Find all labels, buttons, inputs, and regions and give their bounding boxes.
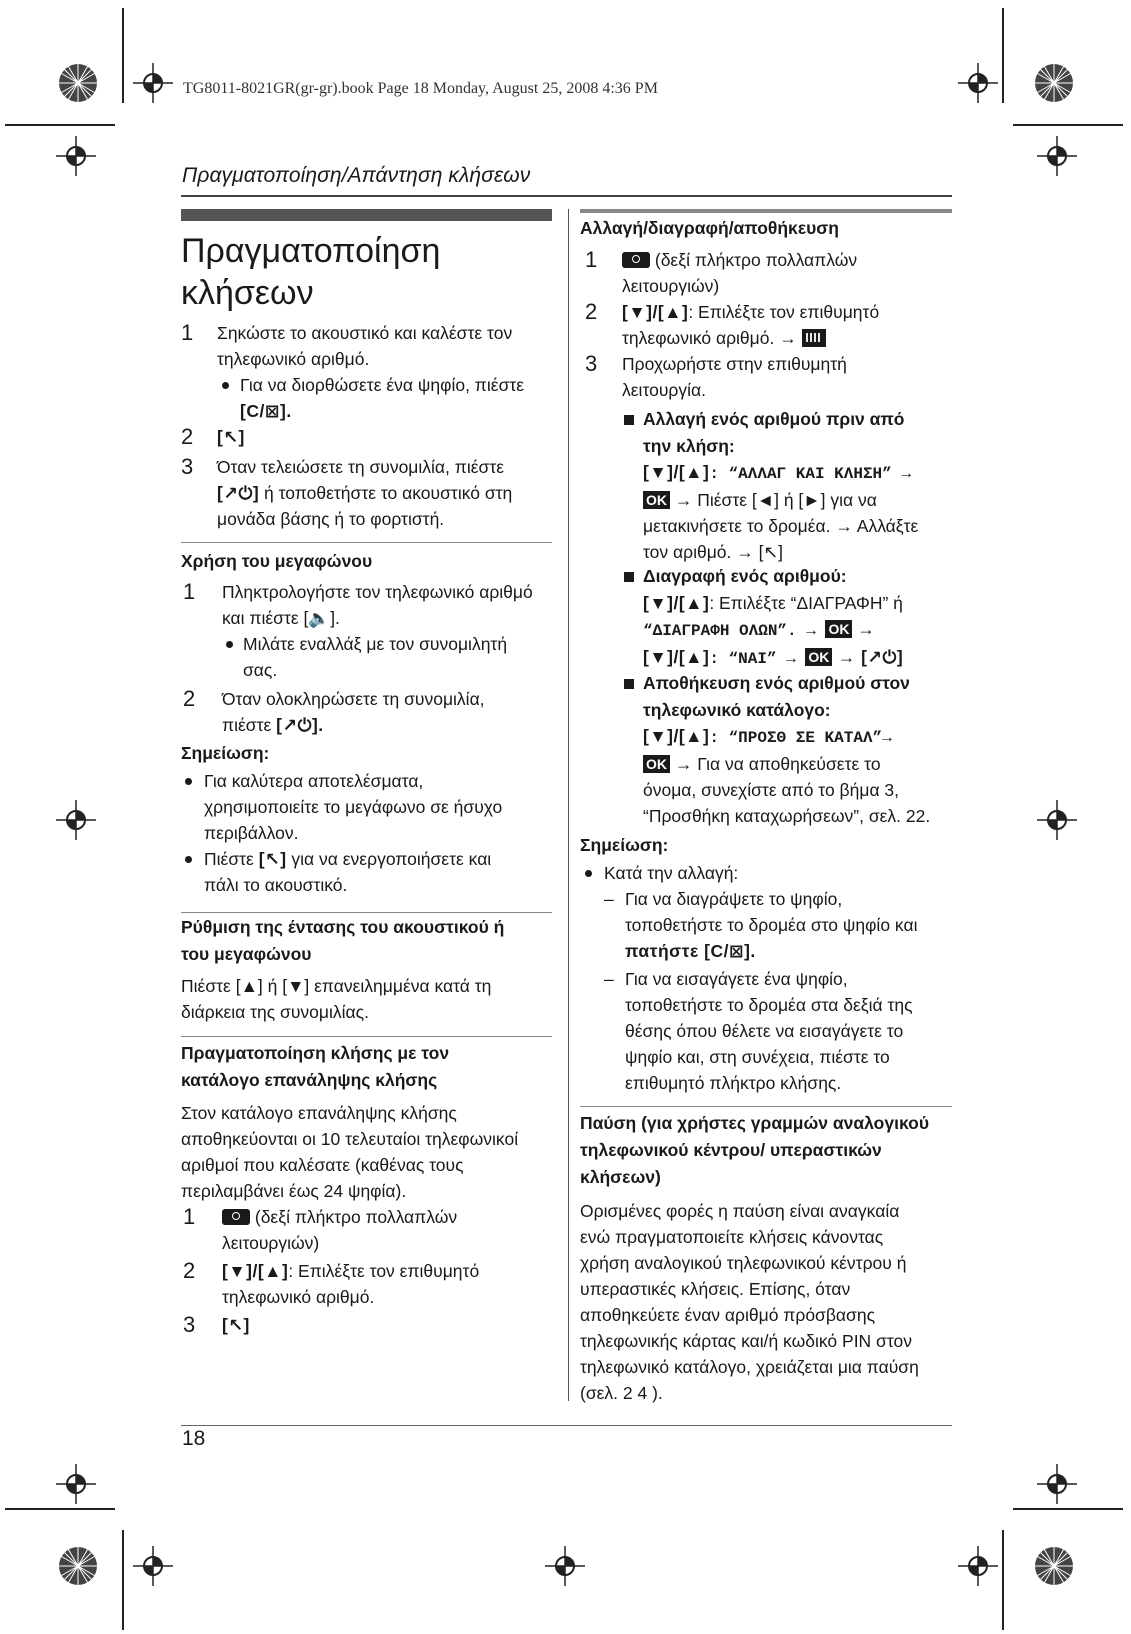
ok-soft-key-icon: OK [643, 755, 670, 773]
step-text: Προχωρήστε στην επιθυμητή λειτουργία. [622, 354, 847, 400]
note-text: Για να διαγράψετε το ψηφίο, τοποθετήστε το δρομέα στο ψηφίο και πατήστε [C/⊠]. [625, 889, 918, 961]
registration-crosshair-icon [1037, 136, 1077, 176]
column-divider [568, 209, 569, 1401]
section-rule [181, 912, 552, 913]
step-number: 1 [585, 247, 598, 272]
note-text: Για να εισαγάγετε ένα ψηφίο, τοποθετήστε το δρομέα στα δεξιά της θέσης όπου θέλετε να εισαγάγετε το ψηφίο και, στη συνέχεια, πιέστε το επιθυμητό πλήκτρο κλήσης. [625, 969, 913, 1093]
registration-crosshair-icon [56, 800, 96, 840]
section-rule [580, 209, 952, 213]
talk-key-icon: [↖] [258, 849, 287, 869]
crop-mark [122, 8, 124, 103]
crop-mark [1013, 1508, 1123, 1510]
step-number: 2 [183, 686, 196, 711]
registration-crosshair-icon [958, 1546, 998, 1586]
ok-soft-key-icon: OK [643, 491, 670, 509]
registration-crosshair-icon [1037, 1464, 1077, 1504]
off-key-icon: [↗⏻] [217, 483, 260, 503]
menu-grid-icon [802, 329, 826, 347]
page-title: Πραγματοποίηση κλήσεων [181, 232, 441, 312]
footer-rule [181, 1425, 952, 1426]
header-rule [181, 195, 952, 197]
step-number: 2 [585, 299, 598, 324]
title-bar [181, 209, 552, 221]
step-text: (δεξί πλήκτρο πολλαπλών λειτουργιών) [222, 1207, 458, 1253]
section-heading: Πραγματοποίηση κλήσης με τον κατάλογο επανάληψης κλήσης [181, 1043, 450, 1090]
registration-crosshair-icon [56, 136, 96, 176]
bullet [222, 382, 229, 389]
square-bullet [624, 415, 634, 425]
bullet [185, 778, 192, 785]
registration-crosshair-icon [545, 1546, 585, 1586]
section-rule [580, 1106, 952, 1107]
step-text: [▼]/[▲]: Επιλέξτε τον επιθυμητό τηλεφωνικό αριθμό. [222, 1261, 480, 1307]
step-text: [▼]/[▲]: Επιλέξτε τον επιθυμητό τηλεφωνικό αριθμό. → [622, 302, 880, 348]
section-rule [181, 1036, 552, 1037]
bullet [585, 870, 592, 877]
talk-key-icon: [↖] [217, 427, 245, 447]
step-number: 1 [183, 1204, 196, 1229]
ok-soft-key-icon: OK [825, 620, 852, 638]
section-heading: Παύση (για χρήστες γραμμών αναλογικού τηλεφωνικού κέντρου/ υπεραστικών κλήσεων) [580, 1113, 930, 1187]
square-bullet [624, 572, 634, 582]
crop-mark [122, 1530, 124, 1630]
note-heading: Σημείωση: [580, 835, 669, 855]
registration-star-icon [1034, 63, 1074, 103]
crop-mark [1002, 8, 1004, 103]
section-heading: Ρύθμιση της έντασης του ακουστικού ή του μεγαφώνου [181, 917, 505, 964]
bullet-text: Μιλάτε εναλλάξ με τον συνομιλητή σας. [243, 634, 508, 680]
step-number: 1 [183, 579, 196, 604]
registration-crosshair-icon [1037, 800, 1077, 840]
step-text: Πληκτρολογήστε τον τηλεφωνικό αριθμό και πιέστε [🔈]. [222, 582, 533, 628]
step-number: 2 [183, 1258, 196, 1283]
step-number: 2 [181, 424, 194, 449]
instruction-text: [▼]/[▲]: Επιλέξτε “ΔΙΑΓΡΑΦΗ” ή “ΔΙΑΓΡΑΦΗ ΟΛΩΝ”. → OK → [▼]/[▲]: “ΝΑΙ” → OK → [↗⏻] [643, 593, 904, 668]
nav-key-icon: [▼]/[▲] [643, 647, 710, 667]
nav-key-icon: [▼]/[▲] [222, 1261, 289, 1281]
step-number: 1 [181, 320, 194, 345]
dash-marker: – [604, 889, 614, 909]
note-text: Κατά την αλλαγή: [604, 863, 739, 883]
step-text: Όταν τελειώσετε τη συνομιλία, πιέστε [↗⏻] ή τοποθετήστε το ακουστικό στη μονάδα βάσης ή το φορτιστή. [217, 457, 513, 529]
nav-key-icon: [▼]/[▲] [622, 302, 689, 322]
note-text: Πιέστε [↖] για να ενεργοποιήσετε και πάλι το ακουστικό. [204, 849, 492, 895]
body-text: Ορισμένες φορές η παύση είναι αναγκαία ενώ πραγματοποιείτε κλήσεις κάνοντας χρήση αναλογικού τηλεφωνικού κέντρου ή υπεραστικές κλήσεις. Επίσης, όταν αποθηκεύετε έναν αριθμό πρόσβασης τηλεφωνικής κάρτας και/ή κωδικό PIN στον τηλεφωνικό κατάλογο, χρειάζεται μια παύση (σελ. 2 4 ). [580, 1201, 919, 1403]
section-heading: Αλλαγή/διαγραφή/αποθήκευση [580, 218, 839, 238]
step-text: Σηκώστε το ακουστικό και καλέστε τον τηλεφωνικό αριθμό. [217, 323, 513, 369]
crop-mark [1013, 124, 1123, 126]
section-heading: Χρήση του μεγαφώνου [181, 551, 373, 571]
instruction-text: [▼]/[▲]: “ΠΡΟΣΘ ΣΕ ΚΑΤΑΛ”→ OK → Για να αποθηκεύσετε το όνομα, συνεχίστε από το βήμα 3, “Προσθήκη καταχωρήσεων”, σελ. 22. [643, 726, 931, 826]
print-header: TG8011-8021GR(gr-gr).book Page 18 Monday, August 25, 2008 4:36 PM [183, 80, 658, 97]
registration-crosshair-icon [133, 63, 173, 103]
bullet [185, 856, 192, 863]
off-key-icon: [↗⏻]. [276, 715, 324, 735]
subsection-heading: Αποθήκευση ενός αριθμού στον τηλεφωνικό κατάλογο: [643, 673, 910, 720]
step-text: Όταν ολοκληρώσετε τη συνομιλία, πιέστε [↗⏻]. [222, 689, 485, 735]
subsection-heading: Διαγραφή ενός αριθμού: [643, 566, 847, 586]
body-text: Στον κατάλογο επανάληψης κλήσης αποθηκεύονται οι 10 τελευταίοι τηλεφωνικοί αριθμοί που καλέσατε (καθένας τους περιλαμβάνει έως 24 ψηφία). [181, 1103, 519, 1201]
step-number: 3 [183, 1312, 196, 1337]
running-head: Πραγματοποίηση/Απάντηση κλήσεων [182, 164, 531, 187]
registration-star-icon [58, 1546, 98, 1586]
page-number: 18 [182, 1427, 206, 1450]
registration-star-icon [1034, 1546, 1074, 1586]
note-text: Για καλύτερα αποτελέσματα, χρησιμοποιείτε το μεγάφωνο σε ήσυχο περιβάλλον. [204, 771, 503, 843]
dash-marker: – [604, 969, 614, 989]
square-bullet [624, 679, 634, 689]
nav-key-icon: [▼]/[▲] [643, 462, 710, 482]
registration-crosshair-icon [56, 1464, 96, 1504]
instruction-text: [▼]/[▲]: “ΑΛΛΑΓ ΚΑΙ ΚΛΗΣΗ” → OK → Πιέστε [◄] ή [►] για να μετακινήσετε το δρομέα. → Αλλάξτε τον αριθμό. → [↖] [643, 462, 919, 562]
nav-key-icon: [▼]/[▲] [643, 593, 710, 613]
body-text: Πιέστε [▲] ή [▼] επανειλημμένα κατά τη διάρκεια της συνομιλίας. [181, 976, 492, 1022]
step-text: (δεξί πλήκτρο πολλαπλών λειτουργιών) [622, 250, 858, 296]
registration-crosshair-icon [133, 1546, 173, 1586]
crop-mark [1002, 1530, 1004, 1630]
step-number: 3 [585, 351, 598, 376]
subsection-heading: Αλλαγή ενός αριθμού πριν από την κλήση: [643, 409, 905, 456]
registration-crosshair-icon [958, 63, 998, 103]
nav-key-icon: [▼]/[▲] [643, 726, 710, 746]
crop-mark [5, 124, 115, 126]
section-rule [181, 542, 552, 543]
right-soft-key-icon [622, 252, 650, 268]
right-soft-key-icon [222, 1209, 250, 1225]
registration-star-icon [58, 63, 98, 103]
note-heading: Σημείωση: [181, 743, 270, 763]
bullet-text: Για να διορθώσετε ένα ψηφίο, πιέστε [C/⊠]. [240, 375, 525, 421]
bullet [226, 641, 233, 648]
crop-mark [5, 1508, 115, 1510]
talk-key-icon: [↖] [222, 1315, 250, 1335]
step-number: 3 [181, 454, 194, 479]
ok-soft-key-icon: OK [805, 648, 832, 666]
